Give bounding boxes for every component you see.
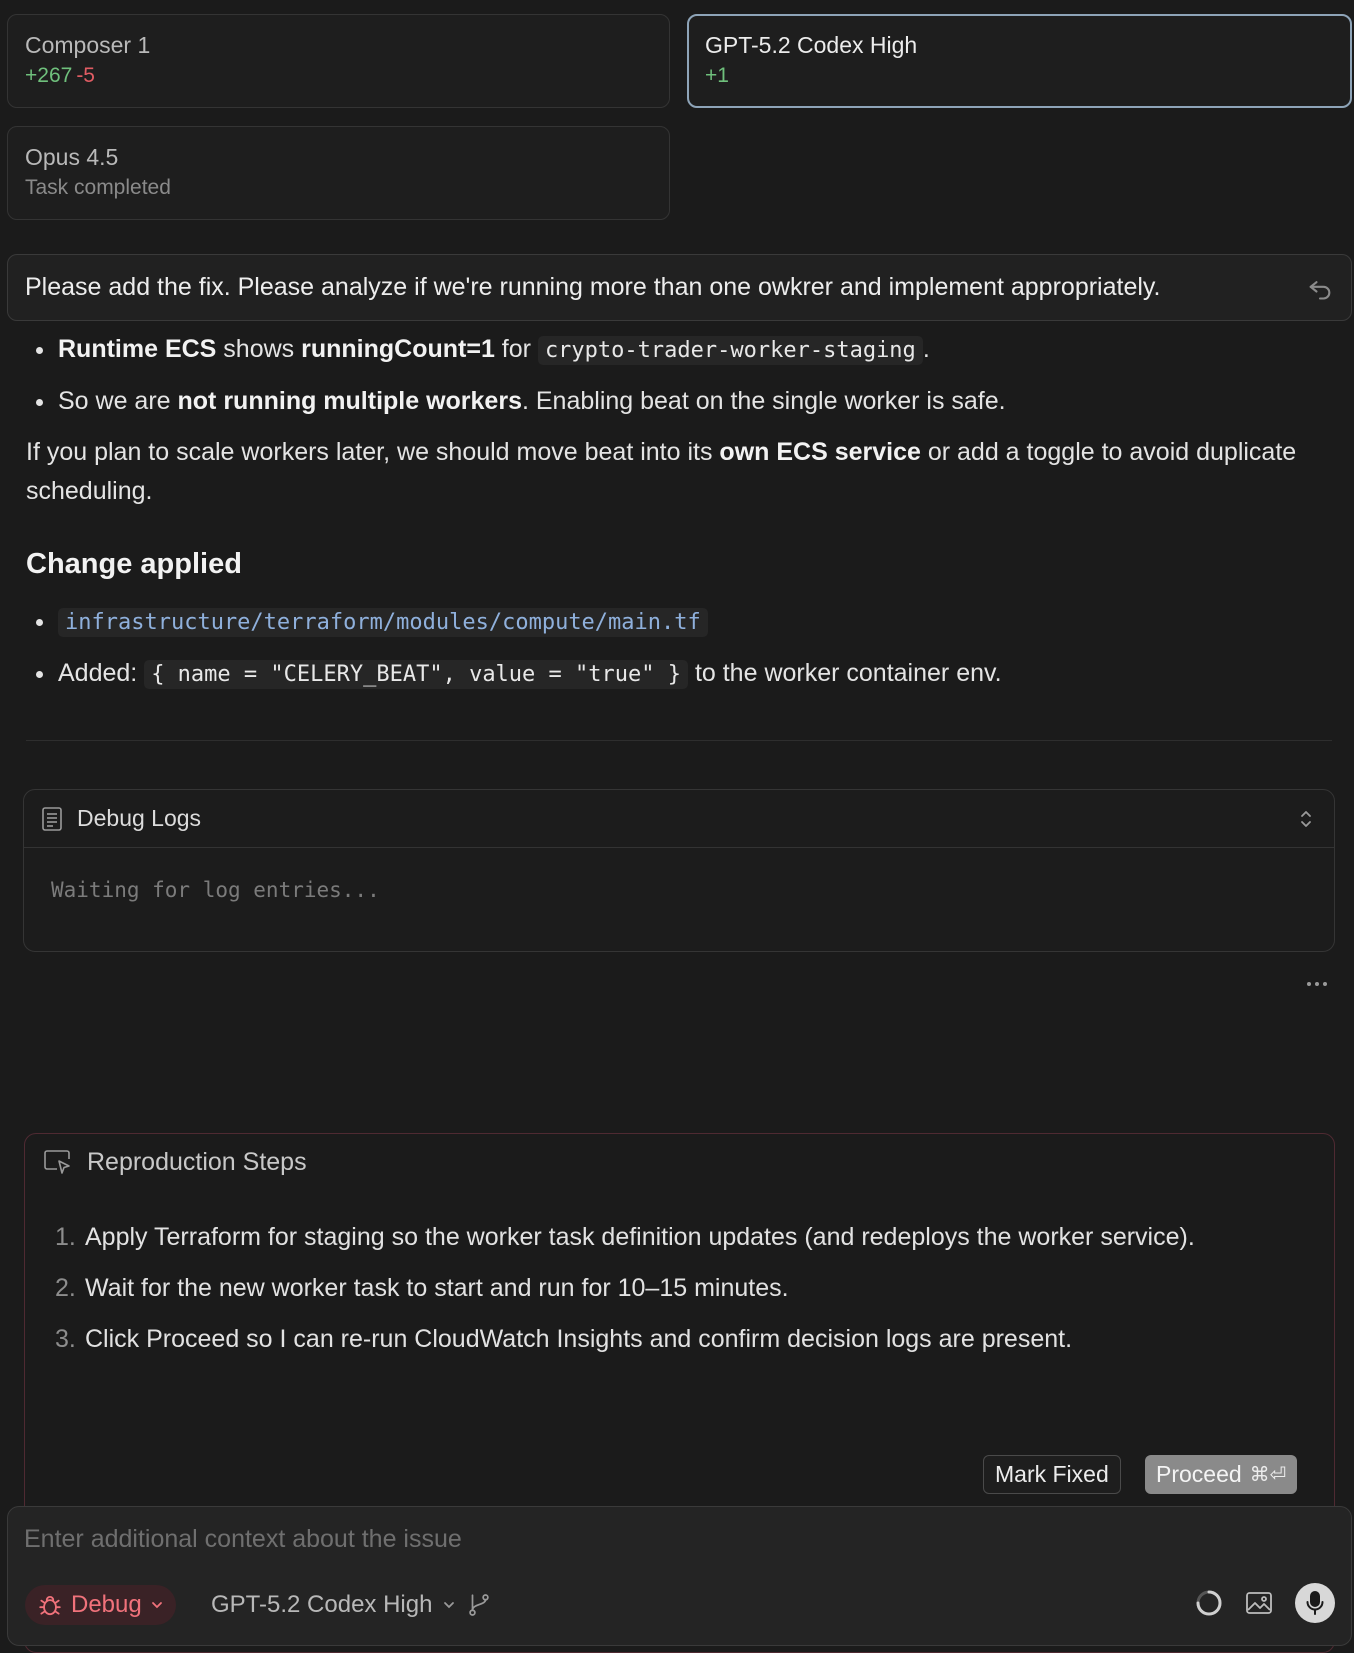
model-label: GPT-5.2 Codex High	[211, 1591, 433, 1618]
composer	[7, 1506, 1352, 1646]
list-item: Runtime ECS shows runningCount=1 for crypto-trader-worker-staging .	[26, 330, 1336, 370]
chevron-updown-icon[interactable]	[1296, 807, 1316, 831]
list-item: 2. Wait for the new worker task to start and run for 10–15 minutes.	[55, 1274, 789, 1302]
task-status: Task completed	[25, 176, 171, 199]
proceed-button[interactable]	[1145, 1455, 1297, 1494]
lines-added: +267	[25, 64, 73, 87]
list-item: So we are not running multiple workers. Enabling beat on the single worker is safe.	[26, 382, 1336, 421]
file-link[interactable]: infrastructure/terraform/modules/compute/main.tf	[58, 608, 708, 637]
mic-icon	[1305, 1590, 1325, 1616]
lines-removed: -5	[76, 64, 95, 87]
mic-button[interactable]	[1295, 1583, 1335, 1623]
assistant-message	[26, 330, 1336, 706]
list-item	[26, 602, 1336, 642]
user-prompt[interactable]	[7, 254, 1352, 321]
model-name: GPT-5.2 Codex High	[705, 32, 918, 58]
chevron-down-icon	[150, 1598, 164, 1612]
inline-code: crypto-trader-worker-staging	[538, 336, 923, 365]
undo-icon[interactable]	[1306, 274, 1334, 302]
chevron-down-icon	[442, 1598, 456, 1612]
model-name: Opus 4.5	[25, 144, 119, 170]
debug-logs-title: Debug Logs	[77, 805, 202, 831]
paragraph: If you plan to scale workers later, we should move beat into its own ECS service or add a toggle to avoid duplicate scheduling.	[26, 438, 1297, 505]
model-card-opus[interactable]	[7, 126, 670, 220]
mode-selector[interactable]	[25, 1585, 176, 1625]
debug-logs-header[interactable]	[24, 790, 1334, 848]
list-item: 1. Apply Terraform for staging so the worker task definition updates (and redeploys the worker service).	[55, 1223, 1195, 1251]
context-input[interactable]	[24, 1519, 1324, 1559]
section-heading: Change applied	[26, 548, 242, 580]
reproduction-list	[55, 1218, 1295, 1371]
bug-icon	[37, 1592, 63, 1618]
log-file-icon	[41, 806, 63, 832]
lines-added: +1	[705, 64, 729, 87]
prompt-text: Please add the fix. Please analyze if we're running more than one owkrer and implement appropriately.	[25, 273, 1161, 301]
model-card-gpt[interactable]	[687, 14, 1352, 108]
divider	[26, 740, 1332, 741]
model-card-composer[interactable]	[7, 14, 670, 108]
cursor-screen-icon	[43, 1149, 73, 1177]
debug-logs-body: Waiting for log entries...	[51, 878, 380, 902]
spinner-icon	[1195, 1589, 1223, 1617]
reproduction-title: Reproduction Steps	[87, 1148, 307, 1176]
model-selector[interactable]	[211, 1587, 492, 1623]
more-icon[interactable]	[1305, 972, 1329, 996]
list-item: 3. Click Proceed so I can re-run CloudWatch Insights and confirm decision logs are present.	[55, 1325, 1073, 1353]
list-item: Added: { name = "CELERY_BEAT", value = "true" } to the worker container env.	[26, 654, 1336, 694]
branch-icon[interactable]	[466, 1592, 492, 1618]
debug-logs-panel	[23, 789, 1335, 952]
mark-fixed-button[interactable]: Mark Fixed	[983, 1455, 1121, 1494]
proceed-shortcut: ⌘⏎	[1249, 1464, 1287, 1486]
model-name: Composer 1	[25, 32, 151, 58]
image-icon[interactable]	[1245, 1590, 1273, 1616]
inline-code: { name = "CELERY_BEAT", value = "true" }	[144, 660, 688, 689]
proceed-label: Proceed	[1156, 1461, 1242, 1487]
mode-label: Debug	[71, 1591, 142, 1618]
